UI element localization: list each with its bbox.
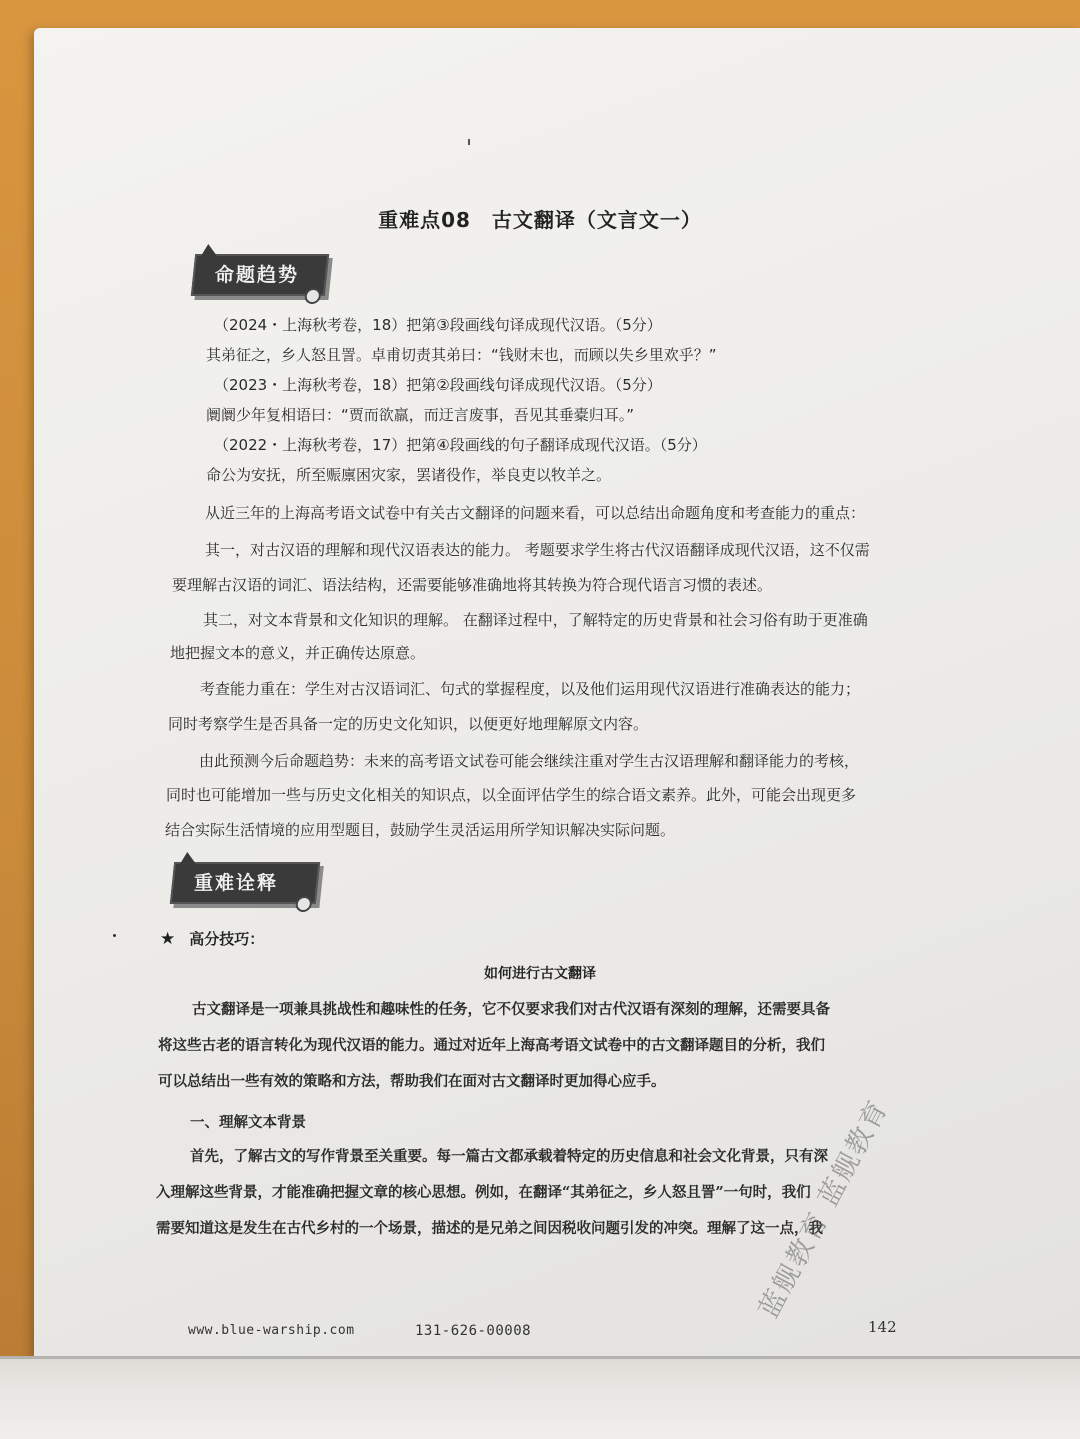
banner-explain	[170, 862, 320, 904]
body-line: 首先，了解古文的写作背景至关重要。每一篇古文都承载着特定的历史信息和社会文化背景，只有深	[190, 1148, 828, 1165]
trend-line: 其一，对古汉语的理解和现代汉语表达的能力。 考题要求学生将古代汉语翻译成现代汉语，这不仅需	[205, 541, 870, 559]
trend-line: 同时考察学生是否具备一定的历史文化知识，以便更好地理解原文内容。	[168, 715, 649, 733]
trend-line: 阛阛少年复相语曰：“贾而欲羸，而迂言废事，吾见其垂橐归耳。”	[206, 406, 635, 424]
trend-line: 地把握文本的意义，并正确传达原意。	[170, 644, 426, 662]
speck	[113, 934, 116, 937]
trend-line: （2022・上海秋考卷，17）把第④段画线的句子翻译成现代汉语。（5分）	[214, 436, 707, 454]
trend-line: 结合实际生活情境的应用型题目，鼓励学生灵活运用所学知识解决实际问题。	[165, 821, 676, 839]
body-line: 古文翻译是一项兼具挑战性和趣味性的任务，它不仅要求我们对古代汉语有深刻的理解，还需要具备	[192, 1001, 830, 1018]
watermark: 蓝舰教育 蓝舰教育	[753, 1094, 895, 1324]
tips-heading	[160, 928, 264, 949]
star-icon: ★	[160, 929, 176, 949]
trend-line: 命公为安抚，所至赈廪困灾家，罢诸役作，举良吏以牧羊之。	[206, 466, 612, 484]
trend-line: 从近三年的上海高考语文试卷中有关古文翻译的问题来看，可以总结出命题角度和考查能力的重点：	[205, 504, 866, 522]
footer-url: www.blue-warship.com	[188, 1323, 355, 1338]
trend-line: 由此预测今后命题趋势：未来的高考语文试卷可能会继续注重对学生古汉语理解和翻译能力的考核，	[199, 752, 860, 770]
section-heading: 一、理解文本背景	[190, 1114, 306, 1131]
page-title: 重难点08 古文翻译（文言文一）	[378, 208, 702, 232]
page-mark	[468, 139, 470, 145]
section-title: 如何进行古文翻译	[484, 966, 596, 982]
trend-line: 其弟征之，乡人怒且詈。卓甫切责其弟曰：“钱财末也，而顾以失乡里欢乎？”	[206, 346, 717, 364]
body-line: 入理解这些背景，才能准确把握文章的核心思想。例如，在翻译“其弟征之，乡人怒且詈”一句时，我们	[156, 1184, 811, 1201]
body-line: 可以总结出一些有效的策略和方法，帮助我们在面对古文翻译时更加得心应手。	[158, 1073, 666, 1090]
body-line: 需要知道这是发生在古代乡村的一个场景，描述的是兄弟之间因税收问题引发的冲突。理解了这一点，我	[156, 1220, 823, 1237]
banner-trend-label: 命题趋势	[215, 264, 300, 286]
banner-explain-label: 重难诠释	[194, 872, 279, 894]
tips-label: 高分技巧：	[189, 930, 265, 948]
trend-line: （2024・上海秋考卷，18）把第③段画线句译成现代汉语。（5分）	[214, 316, 662, 334]
trend-line: （2023・上海秋考卷，18）把第②段画线句译成现代汉语。（5分）	[214, 376, 662, 394]
next-page-edge	[0, 1356, 1080, 1439]
trend-line: 考查能力重在：学生对古汉语词汇、句式的掌握程度，以及他们运用现代汉语进行准确表达的能力；	[200, 680, 861, 698]
trend-line: 同时也可能增加一些与历史文化相关的知识点，以全面评估学生的综合语文素养。此外，可能会出现更多	[166, 786, 857, 804]
body-line: 将这些古老的语言转化为现代汉语的能力。通过对近年上海高考语文试卷中的古文翻译题目的分析，我们	[158, 1037, 825, 1054]
trend-line: 其二，对文本背景和文化知识的理解。 在翻译过程中，了解特定的历史背景和社会习俗有助于更准确	[203, 611, 868, 629]
trend-line: 要理解古汉语的词汇、语法结构，还需要能够准确地将其转换为符合现代语言习惯的表述。	[172, 576, 773, 594]
footer-phone: 131-626-00008	[415, 1323, 532, 1339]
page-number: 142	[868, 1318, 897, 1336]
banner-trend	[191, 254, 329, 296]
